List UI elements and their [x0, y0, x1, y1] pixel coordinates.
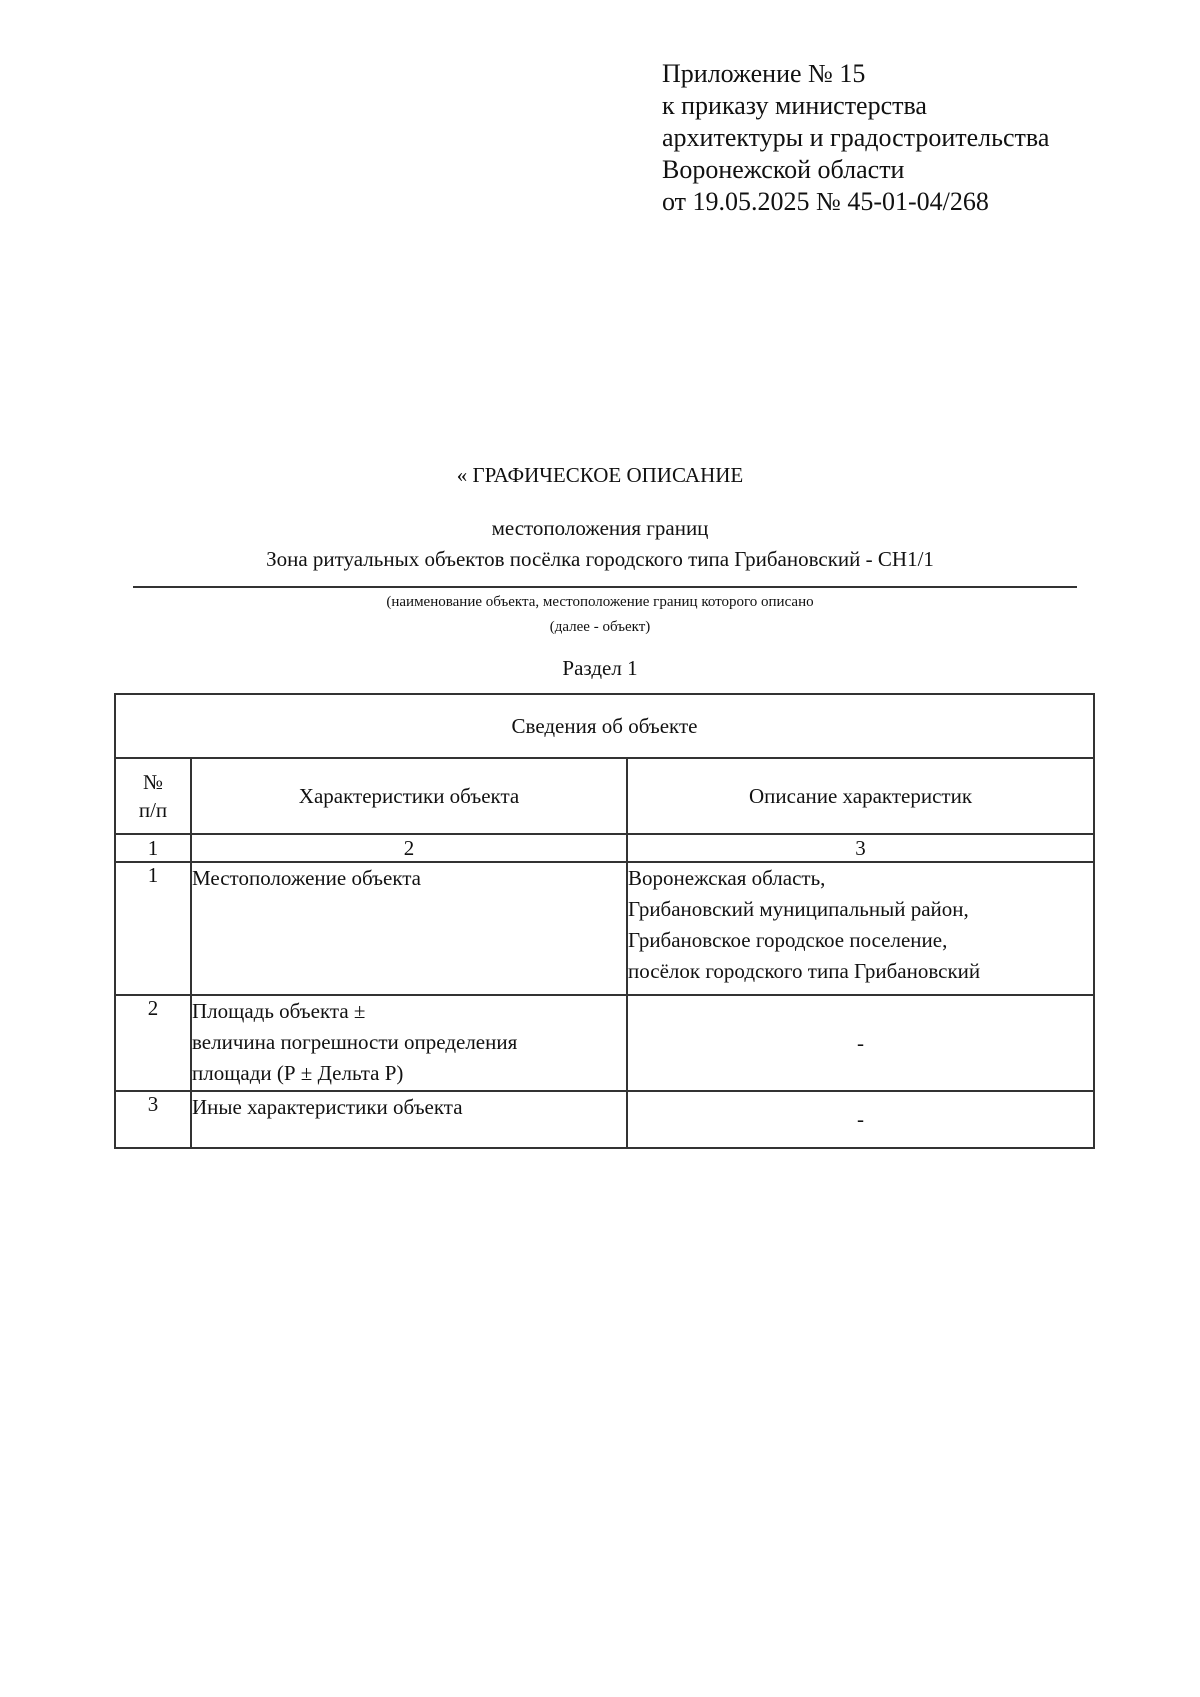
- description-line: Грибановский муниципальный район,: [628, 897, 969, 921]
- object-name: Зона ритуальных объектов посёлка городского типа Грибановский - СН1/1: [266, 547, 934, 571]
- row-characteristic: [191, 862, 627, 995]
- row-characteristic: [191, 1091, 627, 1148]
- appendix-line: архитектуры и градостроительства: [662, 123, 1050, 152]
- row-number: 2: [115, 995, 191, 1091]
- description-line: посёлок городского типа Грибановский: [628, 959, 981, 983]
- object-name-caption: [0, 590, 1200, 640]
- table-row: [115, 995, 1094, 1091]
- row-description: -: [627, 1091, 1094, 1148]
- appendix-line: Воронежской области: [662, 155, 905, 184]
- caption-line: (далее - объект): [549, 619, 651, 635]
- column-number: 2: [191, 834, 627, 862]
- row-number: 3: [115, 1091, 191, 1148]
- document-title: « ГРАФИЧЕСКОЕ ОПИСАНИЕ: [456, 463, 744, 487]
- column-number: 3: [627, 834, 1094, 862]
- characteristic-line: Площадь объекта ±: [192, 999, 366, 1023]
- document-subtitle: [0, 513, 1200, 575]
- header-num-label: п/п: [138, 798, 168, 822]
- column-number-row: [115, 834, 1094, 862]
- characteristic-line: площади (Р ± Дельта Р): [192, 1061, 404, 1085]
- table-row: [115, 862, 1094, 995]
- characteristic-line: Иные характеристики объекта: [192, 1095, 463, 1119]
- table-header-row: [115, 758, 1094, 834]
- row-number: 1: [115, 862, 191, 995]
- column-number: 1: [115, 834, 191, 862]
- appendix-line: к приказу министерства: [662, 91, 927, 120]
- row-description: [627, 862, 1094, 995]
- appendix-line: Приложение № 15: [662, 59, 866, 88]
- object-info-table: [114, 693, 1095, 1149]
- characteristic-line: Местоположение объекта: [192, 866, 422, 890]
- appendix-line: от 19.05.2025 № 45-01-04/268: [662, 187, 989, 216]
- header-num: [115, 758, 191, 834]
- characteristic-line: величина погрешности определения: [192, 1030, 518, 1054]
- row-characteristic: [191, 995, 627, 1091]
- subtitle-line: местоположения границ: [491, 516, 709, 540]
- header-characteristics: Характеристики объекта: [191, 758, 627, 834]
- table-caption: Сведения об объекте: [115, 694, 1094, 758]
- header-num-symbol: №: [142, 770, 164, 794]
- appendix-block: [662, 58, 1049, 218]
- description-line: Грибановское городское поселение,: [628, 928, 948, 952]
- section-title: Раздел 1: [562, 656, 638, 680]
- table-row: [115, 1091, 1094, 1148]
- row-description: -: [627, 995, 1094, 1091]
- header-description: Описание характеристик: [627, 758, 1094, 834]
- divider-line: [133, 586, 1077, 588]
- description-line: Воронежская область,: [628, 866, 826, 890]
- caption-line: (наименование объекта, местоположение границ которого описано: [386, 594, 814, 610]
